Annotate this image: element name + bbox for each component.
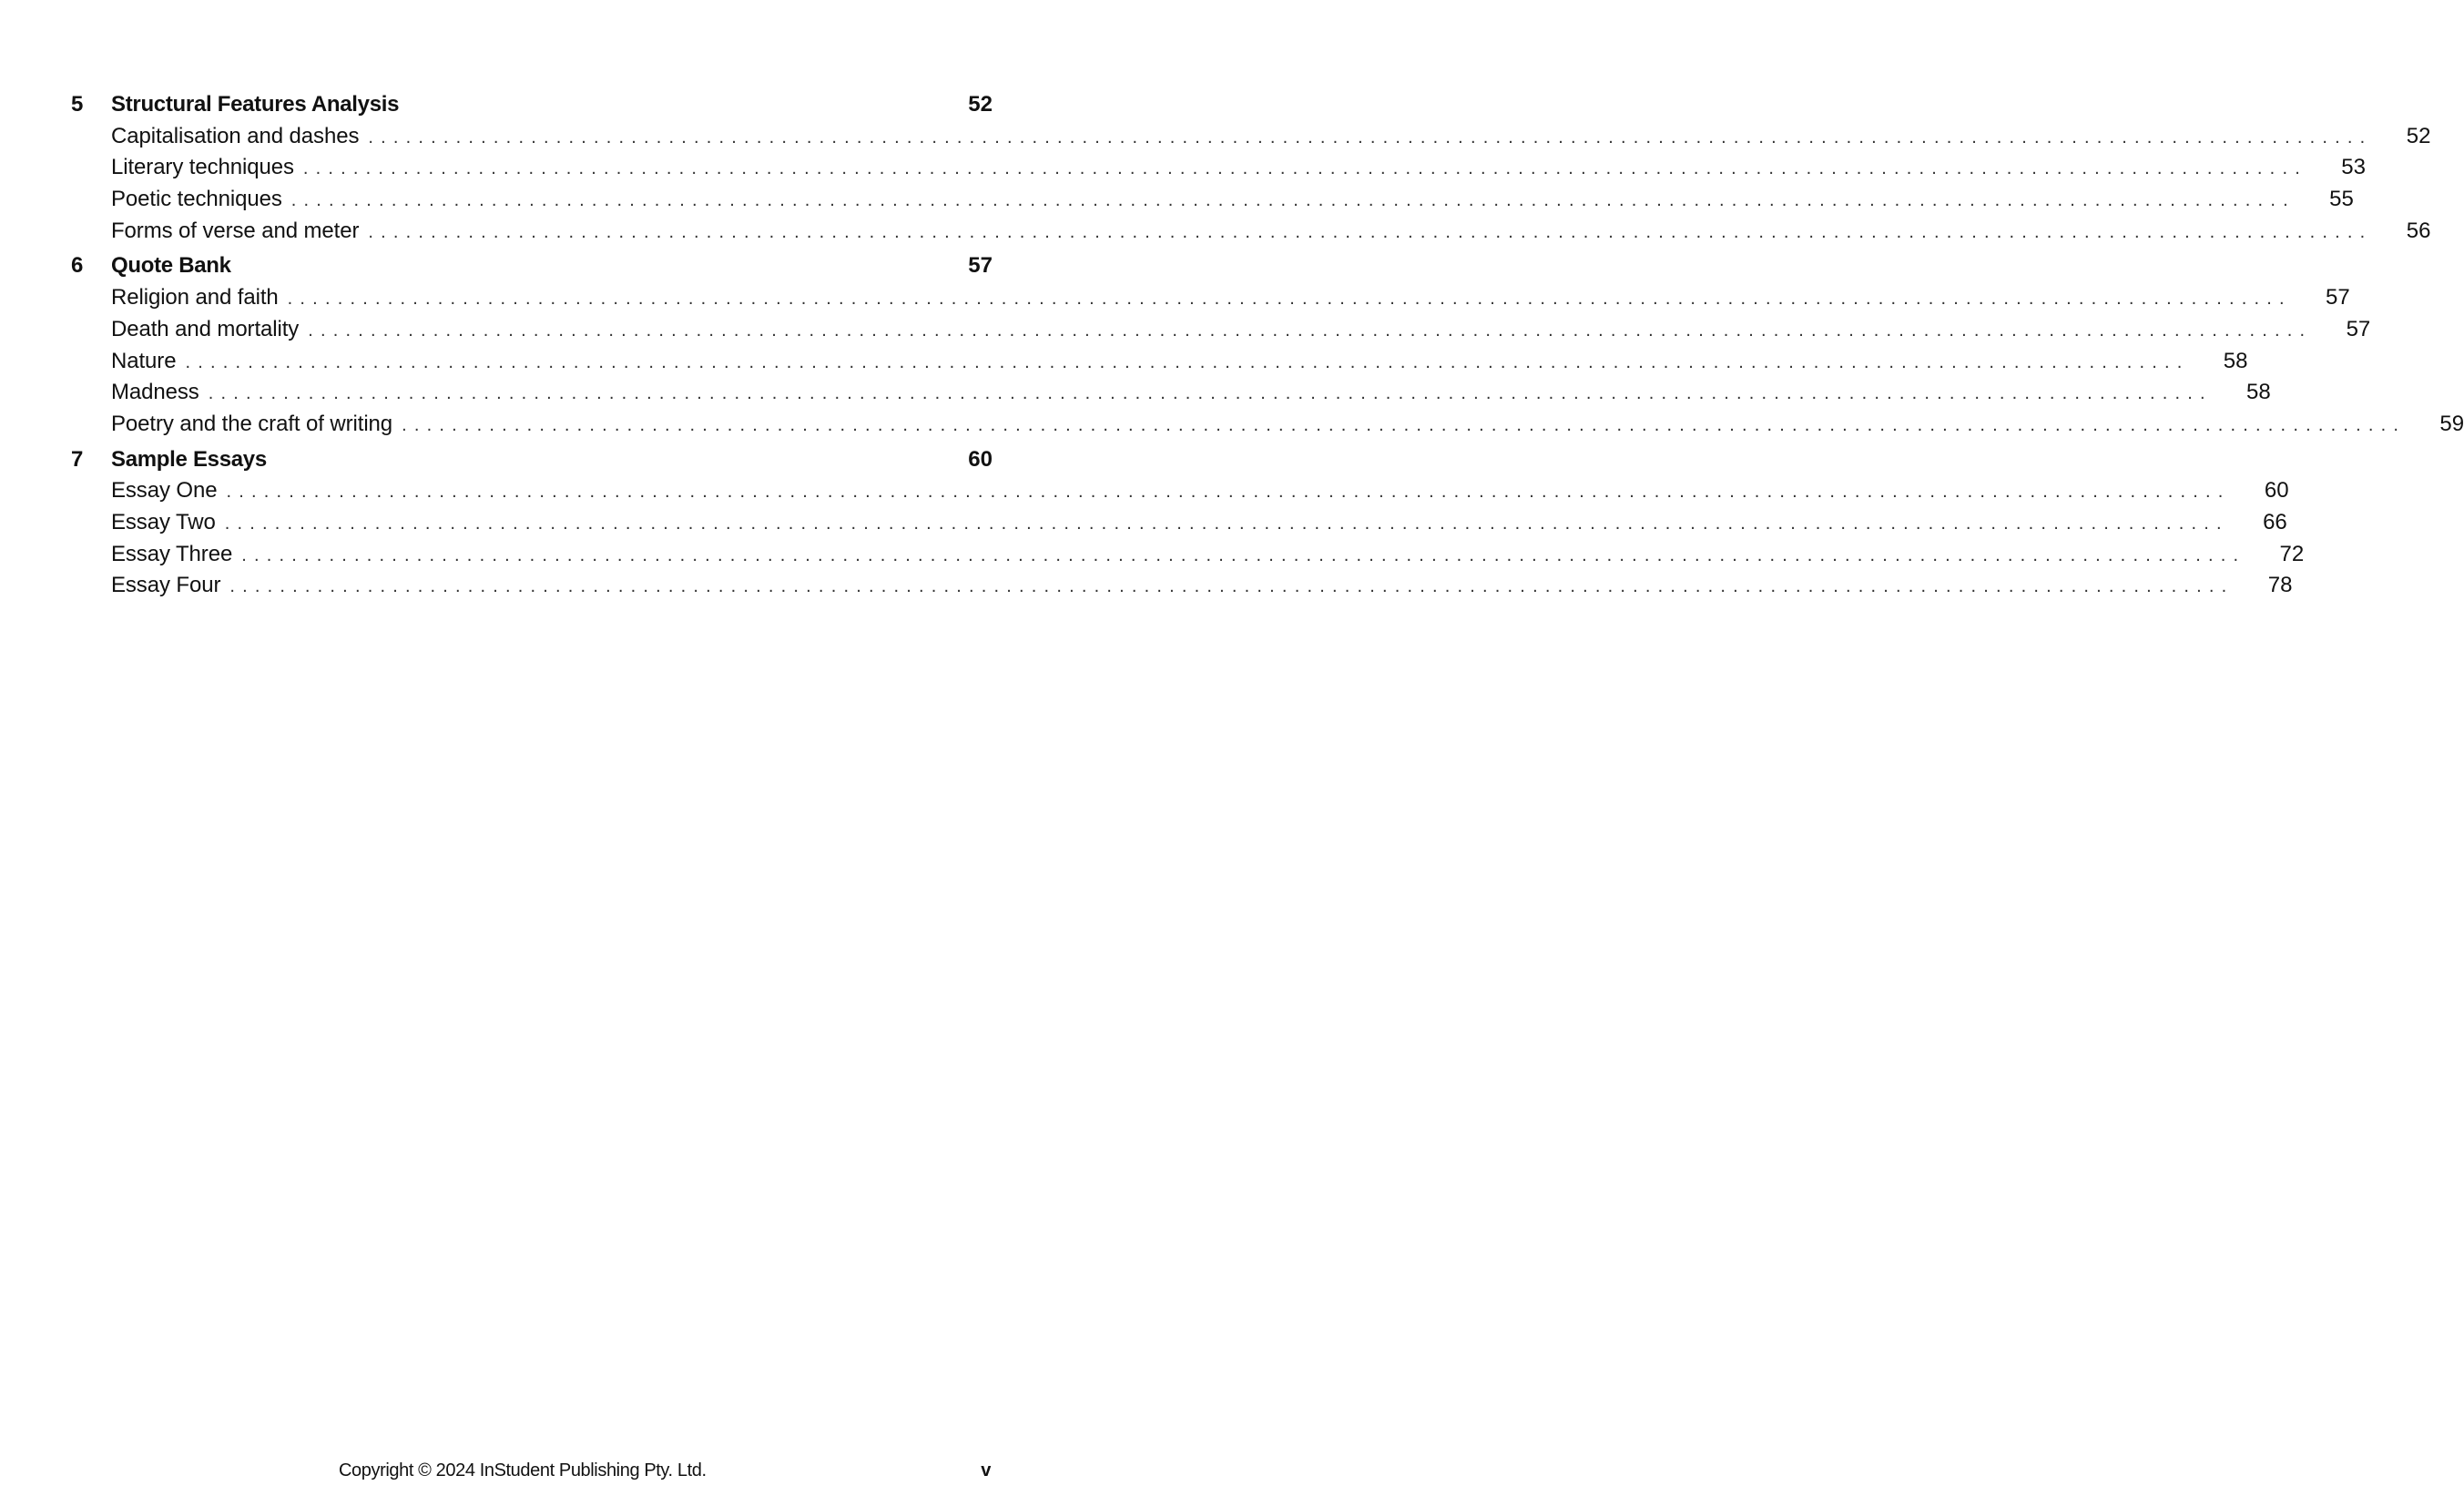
entry-title: Religion and faith (111, 285, 279, 310)
dot-leader: ................................................................................................................................................................ (402, 414, 2407, 435)
entry-title: Literary techniques (111, 155, 294, 180)
dot-leader: ................................................................................................................................................................ (368, 127, 2373, 148)
entry-title: Essay Three (111, 541, 233, 566)
toc-entry[interactable] (71, 152, 2366, 184)
page-number: v (981, 1460, 991, 1481)
entry-title: Madness (111, 380, 199, 405)
toc-entry[interactable] (71, 377, 2271, 409)
entry-title: Forms of verse and meter (111, 218, 360, 243)
toc-entry[interactable] (71, 539, 2305, 571)
toc-entry[interactable] (71, 184, 2354, 216)
section-number: 6 (71, 253, 84, 279)
toc-entry[interactable] (71, 282, 2350, 314)
toc-section-heading[interactable] (71, 89, 993, 121)
toc-entry[interactable] (71, 409, 2464, 441)
dot-leader: ................................................................................................................................................................ (226, 482, 2231, 503)
entry-page: 56 (2406, 218, 2431, 243)
dot-leader: ................................................................................................................................................................ (229, 576, 2235, 597)
section-number: 7 (71, 446, 84, 472)
entry-page: 72 (2279, 541, 2305, 566)
section-number: 5 (71, 92, 84, 117)
entry-page: 58 (2246, 380, 2271, 405)
table-of-contents (71, 89, 2464, 605)
entry-page: 59 (2439, 411, 2464, 436)
dot-leader: ................................................................................................................................................................ (368, 221, 2373, 242)
dot-leader: ................................................................................................................................................................ (208, 383, 2213, 404)
entry-title: Essay Two (111, 509, 216, 534)
toc-entry[interactable] (71, 216, 2431, 248)
section-title: Quote Bank (111, 253, 231, 279)
toc-entry[interactable] (71, 346, 2248, 378)
toc-section (71, 444, 2305, 602)
entry-page: 53 (2341, 155, 2366, 180)
toc-entry[interactable] (71, 475, 2289, 507)
toc-section-heading[interactable] (71, 250, 993, 282)
entry-title: Poetic techniques (111, 187, 282, 212)
entry-title: Death and mortality (111, 316, 300, 341)
dot-leader: ................................................................................................................................................................ (224, 513, 2229, 534)
dot-leader: ................................................................................................................................................................ (290, 190, 2296, 211)
dot-leader: ................................................................................................................................................................ (302, 158, 2307, 179)
toc-entry[interactable] (71, 314, 2371, 346)
dot-leader: ................................................................................................................................................................ (308, 320, 2313, 341)
entry-page: 58 (2223, 348, 2248, 373)
section-page: 57 (968, 253, 993, 279)
copyright-notice: Copyright © 2024 InStudent Publishing Pty. Ltd. (339, 1460, 707, 1481)
toc-entry[interactable] (71, 121, 2431, 153)
entry-page: 66 (2263, 509, 2287, 534)
section-title: Sample Essays (111, 446, 267, 472)
entry-page: 78 (2267, 573, 2293, 598)
toc-section (71, 89, 2431, 247)
entry-title: Essay Four (111, 573, 221, 598)
entry-title: Nature (111, 348, 177, 373)
section-title: Structural Features Analysis (111, 92, 400, 117)
section-page: 60 (968, 446, 993, 472)
entry-title: Capitalisation and dashes (111, 123, 360, 148)
page-footer (0, 1460, 1062, 1488)
entry-page: 57 (2326, 285, 2350, 310)
entry-page: 52 (2406, 123, 2431, 148)
dot-leader: ................................................................................................................................................................ (241, 544, 2246, 565)
entry-page: 60 (2264, 478, 2289, 504)
entry-title: Poetry and the craft of writing (111, 411, 393, 436)
dot-leader: ................................................................................................................................................................ (185, 351, 2190, 372)
dot-leader: ................................................................................................................................................................ (287, 289, 2292, 310)
entry-page: 57 (2346, 316, 2371, 341)
toc-section-heading[interactable] (71, 444, 993, 476)
toc-entry[interactable] (71, 570, 2293, 602)
toc-section (71, 250, 2464, 440)
entry-page: 55 (2329, 187, 2354, 212)
section-page: 52 (968, 92, 993, 117)
entry-title: Essay One (111, 478, 218, 504)
toc-entry[interactable] (71, 507, 2287, 539)
